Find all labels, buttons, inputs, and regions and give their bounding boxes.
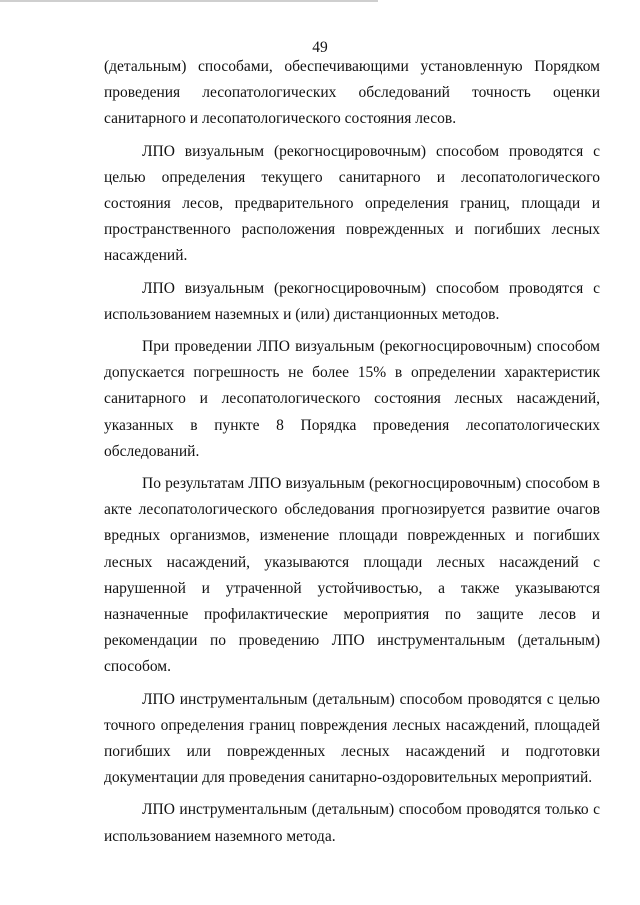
- scan-edge-line: [0, 0, 378, 2]
- document-body: [104, 54, 600, 856]
- paragraph-visual-method-error: При проведении ЛПО визуальным (рекогносцировочным) способом допускается погрешность не более 15% в определении характеристик санитарного и лесопатологического состояния лесных насаждений, указанных в пункте 8 Порядка проведения лесопатологических обследований.: [104, 338, 600, 460]
- paragraph-visual-method-means: ЛПО визуальным (рекогносцировочным) способом проводятся с использованием наземных и (или) дистанционных методов.: [104, 279, 600, 323]
- paragraph-instrumental-method-means: ЛПО инструментальным (детальным) способом проводятся только с использованием наземного метода.: [104, 801, 600, 845]
- paragraph-visual-method-purpose: ЛПО визуальным (рекогносцировочным) способом проводятся с целью определения текущего санитарного и лесопатологического состояния лесов, предварительного определения границ, площади и пространственного расположения поврежденных и погибших лесных насаждений.: [104, 142, 600, 265]
- page-number: 49: [312, 39, 328, 56]
- paragraph-visual-method-results: По результатам ЛПО визуальным (рекогносцировочным) способом в акте лесопатологического обследования прогнозируется развитие очагов вредных организмов, изменение площади поврежденных и погибших лесных насаждений, указываются площади лесных насаждений с нарушенной и утраченной устойчивостью, а также указываются назначенные профилактические мероприятия по защите лесов и рекомендации по проведению ЛПО инструментальным (детальным) способом.: [104, 475, 600, 676]
- paragraph-instrumental-method-purpose: ЛПО инструментальным (детальным) способом проводятся с целью точного определения границ повреждения лесных насаждений, площадей погибших или поврежденных лесных насаждений и подготовки документации для проведения санитарно-оздоровительных мероприятий.: [104, 690, 600, 787]
- paragraph-continuation: (детальным) способами, обеспечивающими установленную Порядком проведения лесопатологических обследований точность оценки санитарного и лесопатологического состояния лесов.: [104, 58, 600, 128]
